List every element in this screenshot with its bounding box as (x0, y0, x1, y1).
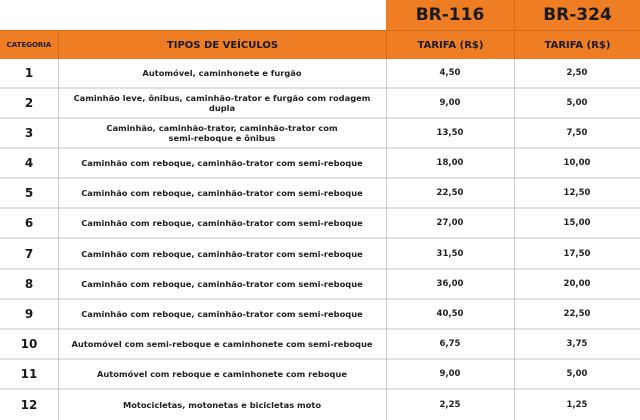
table-row (0, 239, 640, 269)
table-row (0, 149, 640, 179)
table-row (0, 179, 640, 209)
tariff-br324-cell: 12,50 (563, 188, 591, 199)
tariff-br324-cell: 3,75 (566, 338, 588, 349)
vehicle-cell: Motocicletas, motonetas e bicicletas moto (122, 399, 322, 410)
vehicle-cell: Caminhão, caminhão-trator, caminhão-trator com semi-reboque e ônibus (106, 123, 338, 144)
category-cell: 12 (20, 397, 38, 412)
vehicle-cell: Caminhão com reboque, caminhão-trator com semi-reboque (81, 218, 363, 229)
tariff-br324-cell: 22,50 (563, 308, 591, 319)
category-cell: 8 (24, 276, 34, 291)
tariff-br116-cell: 18,00 (436, 158, 464, 169)
category-cell: 5 (24, 186, 34, 201)
tariff-br324-cell: 17,50 (563, 248, 591, 259)
column-divider (58, 59, 59, 420)
table-row (0, 270, 640, 300)
vehicle-cell: Automóvel, caminhonete e furgão (142, 68, 302, 79)
table-body (0, 59, 640, 420)
tariff-br324-cell: 5,00 (566, 98, 588, 109)
category-cell: 4 (24, 156, 34, 171)
tariff-br324-cell: 10,00 (563, 158, 591, 169)
highway-br324-header: BR-324 (514, 0, 640, 30)
tariff-br116-cell: 13,50 (436, 128, 464, 139)
tariff-br324-cell: 15,00 (563, 218, 591, 229)
table-row (0, 209, 640, 239)
tariff-br116-cell: 27,00 (436, 218, 464, 229)
tariff-br324-cell: 20,00 (563, 278, 591, 289)
vehicle-cell: Automóvel com reboque e caminhonete com reboque (96, 368, 347, 379)
table-row (0, 300, 640, 330)
header-vehicle-types: TIPOS DE VEÍCULOS (58, 31, 386, 59)
tariff-br116-cell: 9,00 (439, 368, 461, 379)
table-row (0, 59, 640, 89)
vehicle-cell: Caminhão com reboque, caminhão-trator com semi-reboque (81, 278, 363, 289)
vehicle-cell: Caminhão com reboque, caminhão-trator com semi-reboque (81, 158, 363, 169)
vehicle-cell: Caminhão com reboque, caminhão-trator com semi-reboque (81, 248, 363, 259)
tariff-br116-cell: 6,75 (439, 338, 461, 349)
tariff-br324-cell: 2,50 (566, 68, 588, 79)
tariff-br116-cell: 40,50 (436, 308, 464, 319)
category-cell: 10 (20, 336, 38, 351)
tariff-br116-cell: 36,00 (436, 278, 464, 289)
table-row (0, 360, 640, 390)
table-row (0, 119, 640, 149)
tariff-br324-cell: 5,00 (566, 368, 588, 379)
tariff-br116-cell: 4,50 (439, 68, 461, 79)
tariff-br324-cell: 7,50 (566, 128, 588, 139)
column-divider (514, 59, 515, 420)
vehicle-cell: Caminhão com reboque, caminhão-trator com semi-reboque (81, 308, 363, 319)
highway-header-row (0, 0, 640, 30)
tariff-br116-cell: 22,50 (436, 188, 464, 199)
column-header-row (0, 30, 640, 59)
table-row (0, 89, 640, 119)
category-cell: 9 (24, 306, 34, 321)
header-tariff-br324: TARIFA (R$) (514, 31, 640, 59)
header-tariff-br116: TARIFA (R$) (386, 31, 514, 59)
category-cell: 7 (24, 246, 34, 261)
category-cell: 2 (24, 96, 34, 111)
category-cell: 3 (24, 126, 34, 141)
category-cell: 11 (20, 366, 38, 381)
vehicle-cell: Caminhão leve, ônibus, caminhão-trator e furgão com rodagem dupla (73, 93, 371, 114)
tariff-br116-cell: 2,25 (439, 399, 461, 410)
category-cell: 6 (24, 216, 34, 231)
category-cell: 1 (24, 66, 34, 81)
column-divider (386, 59, 387, 420)
vehicle-cell: Automóvel com semi-reboque e caminhonete com semi-reboque (71, 338, 373, 349)
vehicle-cell: Caminhão com reboque, caminhão-trator com semi-reboque (81, 188, 363, 199)
header-category: CATEGORIA (6, 41, 52, 49)
tariff-br324-cell: 1,25 (566, 399, 588, 410)
table-row (0, 390, 640, 420)
tariff-br116-cell: 31,50 (436, 248, 464, 259)
tariff-br116-cell: 9,00 (439, 98, 461, 109)
table-row (0, 330, 640, 360)
highway-br116-header: BR-116 (386, 0, 514, 30)
